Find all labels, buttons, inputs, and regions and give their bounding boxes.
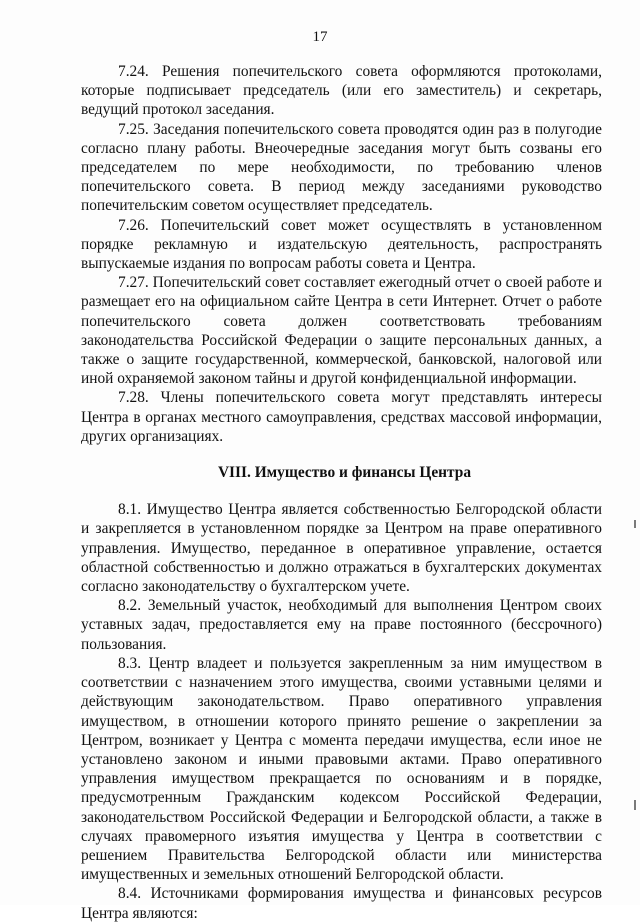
- paragraph-8-2: 8.2. Земельный участок, необходимый для выполнения Центром своих уставных задач, предоставляется ему на праве постоянного (бессрочного) пользования.: [81, 597, 602, 653]
- scan-edge-mark: [634, 520, 636, 528]
- paragraph-7-27: 7.27. Попечительский совет составляет ежегодный отчет о своей работе и размещает его на официальном сайте Центра в сети Интернет. Отчет о работе попечительского совета должен соответствовать требованиям законодательства Российской Федерации о защите персональных данных, а также о защите государственной, коммерческой, банковской, налоговой или иной охраняемой законом тайны и другой конфиденциальной информации.: [81, 274, 602, 388]
- paragraph-7-28: 7.28. Члены попечительского совета могут представлять интересы Центра в органах местного самоуправления, средствах массовой информации, других организациях.: [81, 389, 602, 445]
- section-heading: VIII. Имущество и финансы Центра: [217, 464, 472, 482]
- paragraph-7-24: 7.24. Решения попечительского совета оформляются протоколами, которые подписывает председатель (или его заместитель) и секретарь, ведущий протокол заседания.: [81, 63, 602, 119]
- document-body: [81, 62, 602, 923]
- paragraph-8-4: 8.4. Источниками формирования имущества и финансовых ресурсов Центра являются:: [81, 885, 602, 922]
- page-number: 17: [312, 29, 328, 45]
- scan-edge-mark: [634, 800, 636, 810]
- paragraph-7-25: 7.25. Заседания попечительского совета проводятся один раз в полугодие согласно плану работы. Внеочередные заседания могут быть созваны его председателем по мере необходимости, по требованию членов попечительского совета. В период между заседаниями руководство попечительским советом осуществляет председатель.: [81, 120, 602, 215]
- paragraph-8-3: 8.3. Центр владеет и пользуется закрепленным за ним имуществом в соответствии с назначением этого имущества, своими уставными целями и действующим законодательством. Право оперативного управления имуществом, в отношении которого принято решение о закреплении за Центром, возникает у Центра с момента передачи имущества, если иное не установлено законом и иными правовыми актами. Право оперативного управления имуществом прекращается по основаниям и в порядке, предусмотренным Гражданским кодексом Российской Федерации, законодательством Российской Федерации и Белгородской области, а также в случаях правомерного изъятия имущества у Центра в соответствии с решением Правительства Белгородской области или министерства имущественных и земельных отношений Белгородской области.: [81, 654, 602, 884]
- paragraph-8-1: 8.1. Имущество Центра является собственностью Белгородской области и закрепляется в установленном порядке за Центром на праве оперативного управления. Имущество, переданное в оперативное управление, остается областной собственностью и должно отражаться в бухгалтерских документах согласно законодательству о бухгалтерском учете.: [81, 501, 602, 596]
- paragraph-7-26: 7.26. Попечительский совет может осуществлять в установленном порядке рекламную и издательскую деятельность, распространять выпускаемые издания по вопросам работы совета и Центра.: [81, 216, 602, 273]
